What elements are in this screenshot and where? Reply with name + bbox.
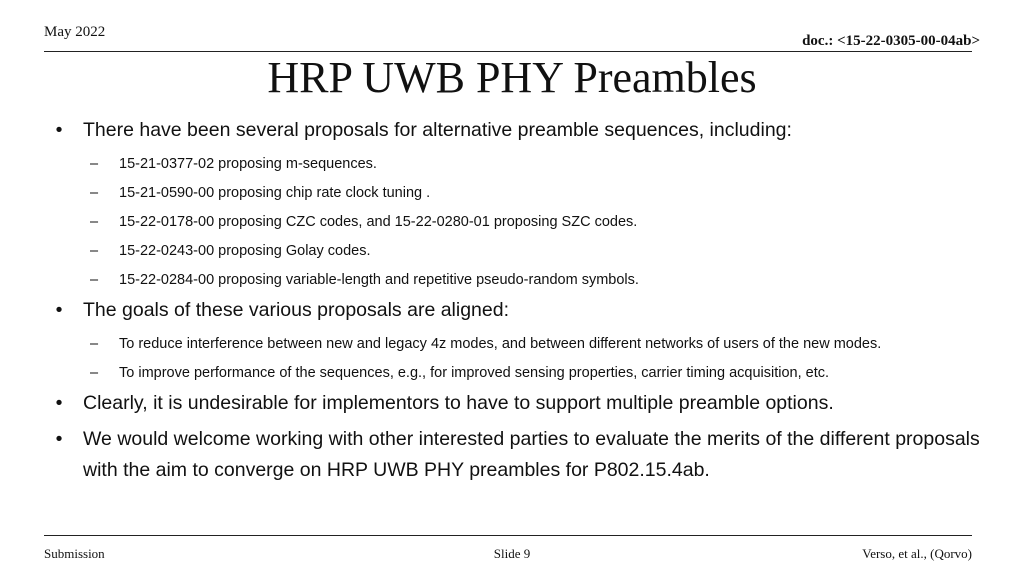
- dash-marker: –: [90, 272, 99, 288]
- bullet-marker: •: [55, 392, 63, 414]
- sub-bullet-item: [52, 270, 982, 290]
- footer-submission: Submission: [44, 546, 105, 561]
- sub-bullet-item: [52, 363, 982, 383]
- footer-authors: Verso, et al., (Qorvo): [862, 546, 972, 561]
- bullet-text: The goals of these various proposals are aligned:: [83, 299, 510, 321]
- dash-marker: –: [90, 156, 99, 172]
- dash-marker: –: [90, 214, 99, 230]
- bullet-marker: •: [55, 119, 63, 141]
- dash-marker: –: [90, 365, 99, 381]
- sub-bullet-text: 15-21-0377-02 proposing m-sequences.: [119, 156, 377, 172]
- bullet-item: [52, 388, 982, 419]
- sub-bullet-text: 15-22-0178-00 proposing CZC codes, and 15-22-0280-01 proposing SZC codes.: [119, 214, 638, 230]
- footer-divider: [44, 535, 972, 536]
- sub-bullet-text: 15-22-0284-00 proposing variable-length and repetitive pseudo-random symbols.: [119, 272, 639, 288]
- sub-bullet-item: [52, 154, 982, 174]
- sub-bullet-item: [52, 334, 982, 354]
- dash-marker: –: [90, 336, 99, 352]
- footer-slide-number: Slide 9: [493, 546, 531, 561]
- slide-body: [52, 115, 982, 486]
- sub-bullet-item: [52, 212, 982, 232]
- sub-bullet-item: [52, 183, 982, 203]
- bullet-text: We would welcome working with other interested parties to evaluate the merits of the different proposals with the aim to converge on HRP UWB PHY preambles for P802.15.4ab.: [83, 428, 980, 481]
- bullet-marker: •: [55, 299, 63, 321]
- dash-marker: –: [90, 243, 99, 259]
- header-doc-id: doc.: <15-22-0305-00-04ab>: [802, 33, 980, 49]
- slide-title: HRP UWB PHY Preambles: [267, 53, 757, 102]
- sub-bullet-item: [52, 241, 982, 261]
- bullet-item: [52, 295, 982, 326]
- header-date: May 2022: [44, 24, 106, 40]
- sub-bullet-text: To reduce interference between new and legacy 4z modes, and between different networks of users of the new modes.: [119, 336, 882, 352]
- sub-bullet-text: 15-21-0590-00 proposing chip rate clock tuning .: [119, 185, 431, 201]
- bullet-item: [52, 115, 982, 146]
- bullet-text: There have been several proposals for alternative preamble sequences, including:: [83, 119, 792, 141]
- dash-marker: –: [90, 185, 99, 201]
- bullet-text: Clearly, it is undesirable for implementors to have to support multiple preamble options.: [83, 392, 834, 414]
- bullet-marker: •: [55, 428, 63, 450]
- sub-bullet-text: To improve performance of the sequences, e.g., for improved sensing properties, carrier timing acquisition, etc.: [119, 365, 830, 381]
- sub-bullet-text: 15-22-0243-00 proposing Golay codes.: [119, 243, 371, 259]
- bullet-item: [52, 424, 982, 486]
